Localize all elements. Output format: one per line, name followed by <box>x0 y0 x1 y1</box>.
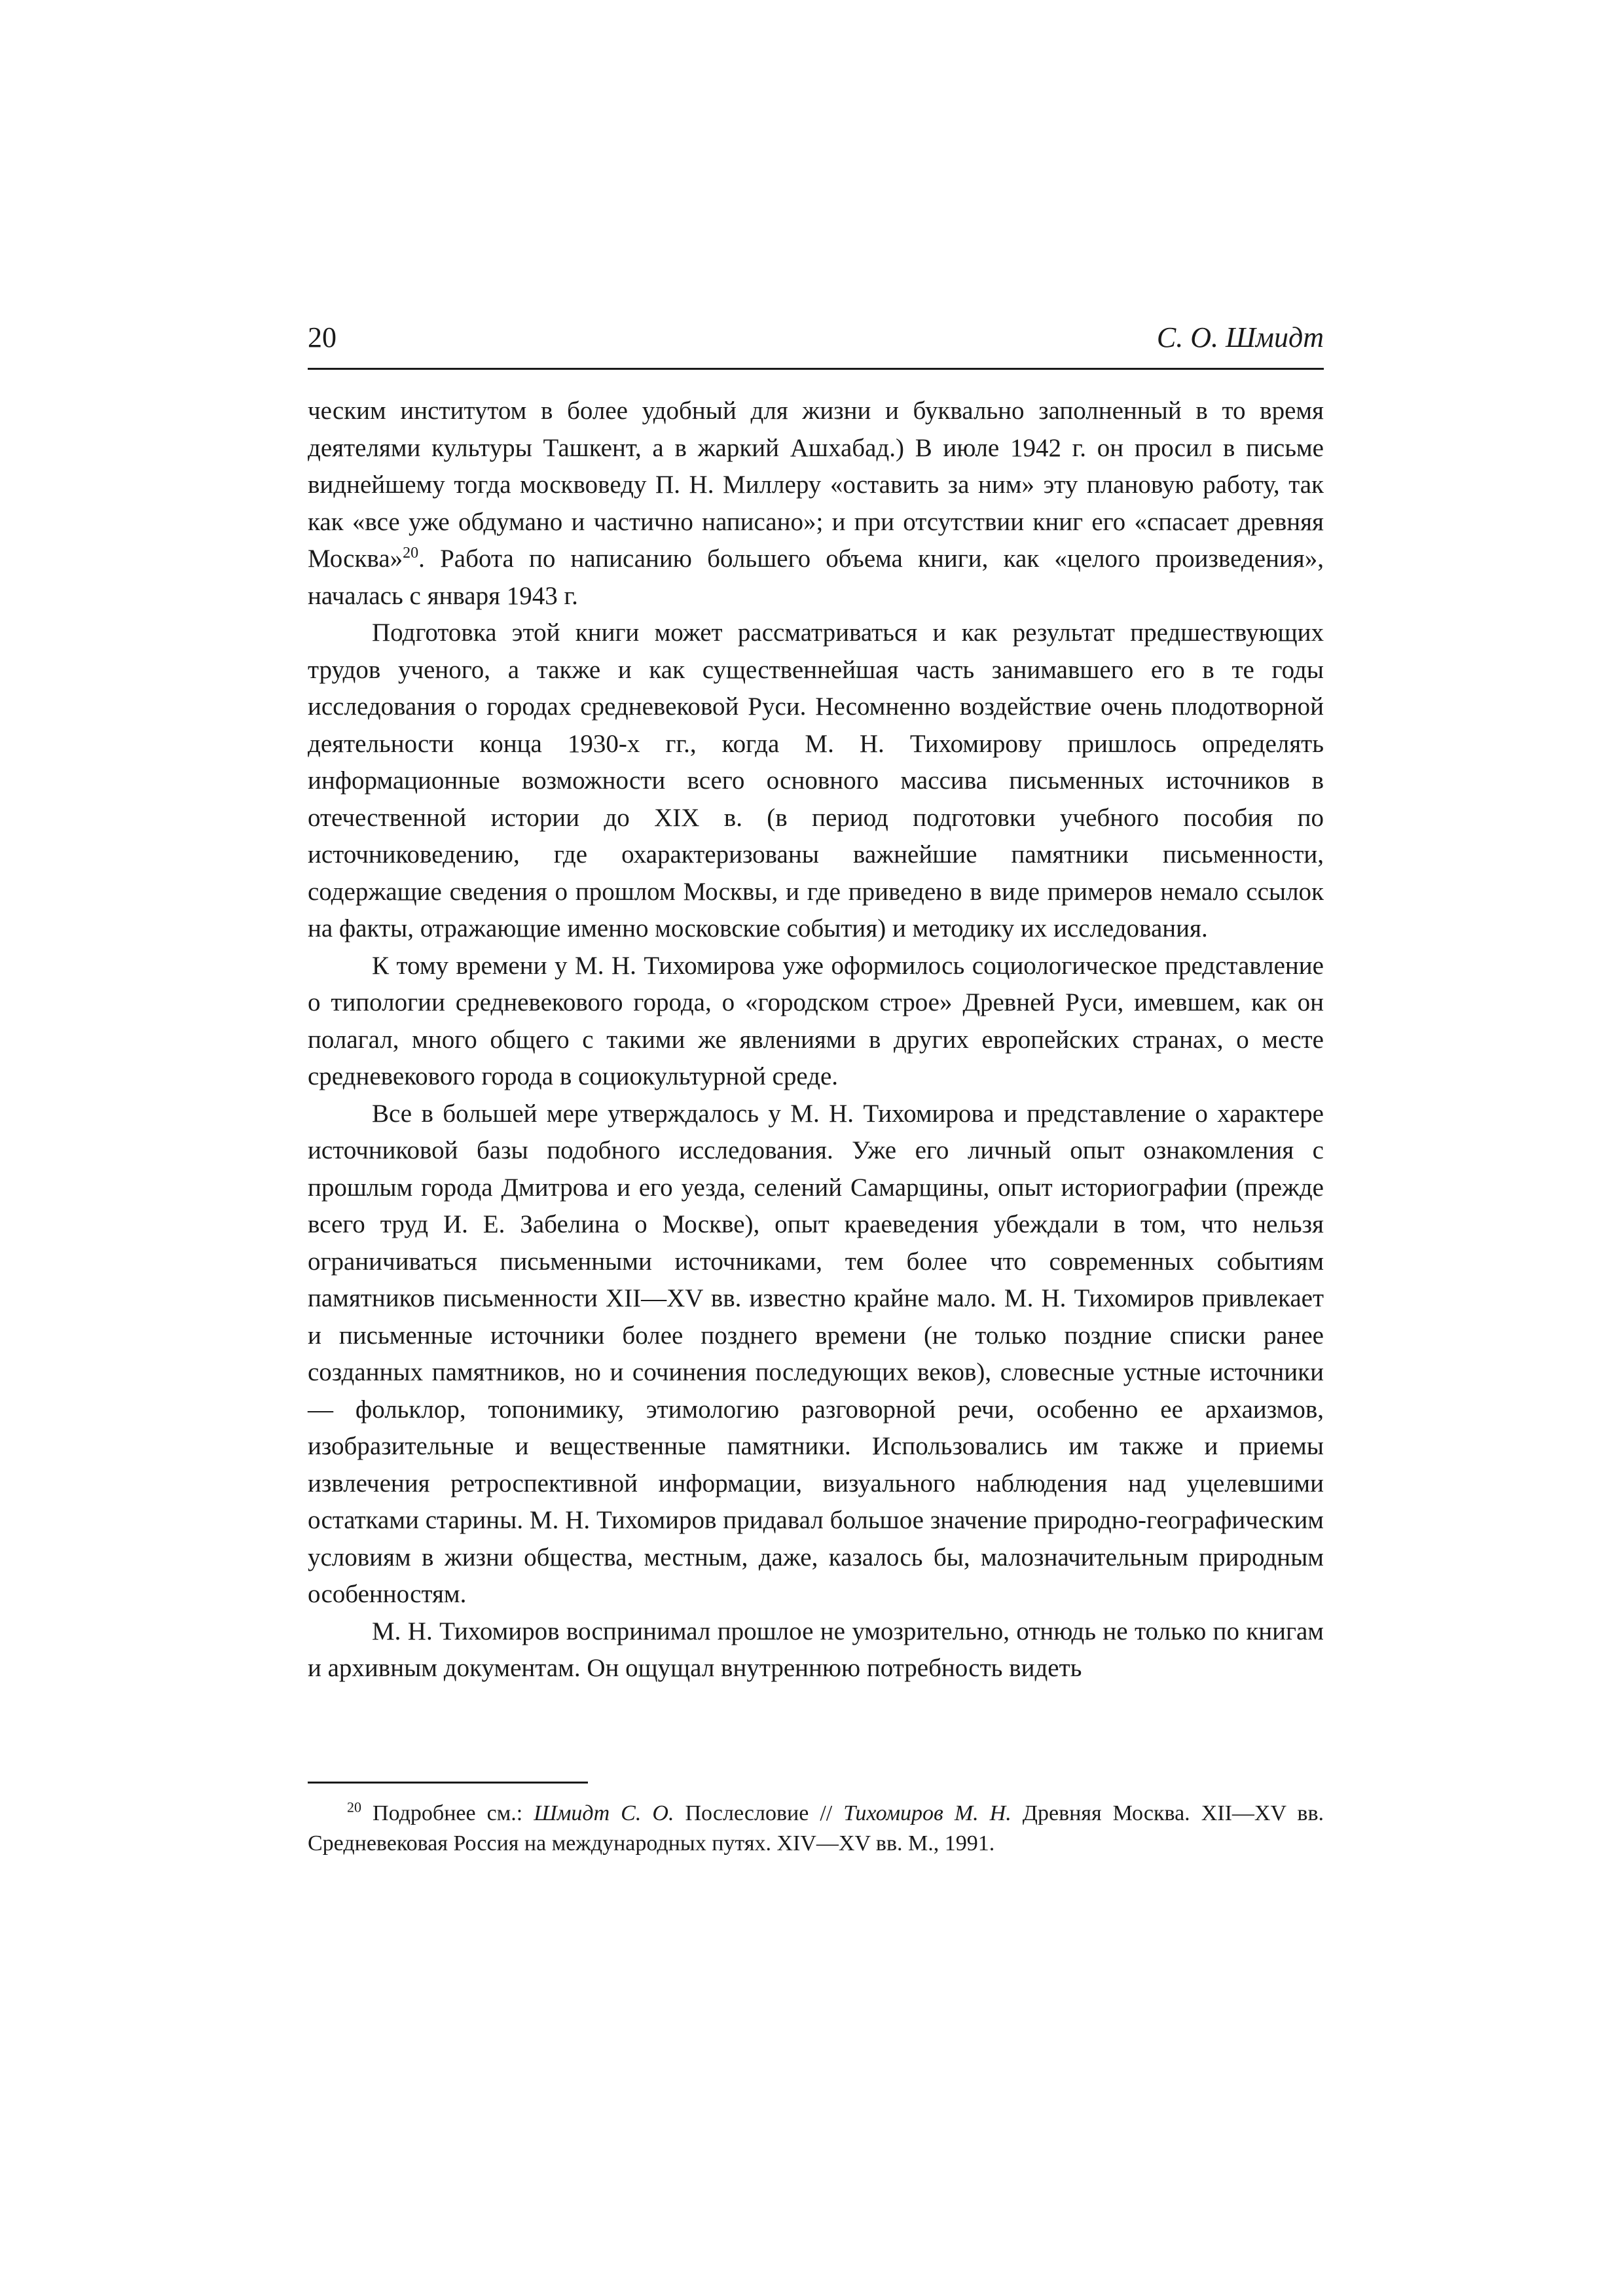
footnote-part-1: Послесловие // <box>685 1801 833 1825</box>
paragraph-1-text-a: ческим институтом в более удобный для жизни и буквально заполненный в то время деятелями культуры Ташкент, а в жаркий Ашхабад.) В июле 1942 г. он просил в письме виднейшему тогда москвоведу П. Н. Миллеру «оставить за ним» эту плановую работу, так как «все уже обдумано и частично написано»; и при отсутствии книг его «спасает древняя Москва» <box>308 397 1324 573</box>
footnote-author-2: Тихомиров М. Н. <box>843 1801 1012 1825</box>
footnote-author-1: Шмидт С. О. <box>534 1801 674 1825</box>
footnote-lead: Подробнее см.: <box>373 1801 523 1825</box>
footnote-reference[interactable]: 20 <box>403 545 419 562</box>
paragraph-1 <box>308 393 1324 615</box>
footnote-rule <box>308 1782 588 1784</box>
paragraph-2: Подготовка этой книги может рассматриваться и как результат предшествующих трудов ученого, а также и как существеннейшая часть занимавшего его в те годы исследования о городах средневековой Руси. Несомненно воздействие очень плодотворной деятельности конца 1930-х гг., когда М. Н. Тихомирову пришлось определять информационные возможности всего основного массива письменных источников в отечественной истории до XIX в. (в период подготовки учебного пособия по источниковедению, где охарактеризованы важнейшие памятники письменности, содержащие сведения о прошлом Москвы, и где приведено в виде примеров немало ссылок на факты, отражающие именно московские события) и методику их исследования. <box>308 619 1324 942</box>
footnote-number: 20 <box>347 1799 361 1816</box>
running-head: С. О. Шмидт <box>1156 321 1324 353</box>
paragraph-5: М. Н. Тихомиров воспринимал прошлое не умозрительно, отнюдь не только по книгам и архивным документам. Он ощущал внутреннюю потребность видеть <box>308 1617 1324 1682</box>
page-number: 20 <box>308 321 337 353</box>
paragraph-3: К тому времени у М. Н. Тихомирова уже оформилось социологическое представление о типологии средневекового города, о «городском строе» Древней Руси, имевшем, как он полагал, много общего с такими же явлениями в других европейских странах, о месте средневекового города в социокультурной среде. <box>308 951 1324 1090</box>
body-text <box>308 393 1324 1687</box>
footnote <box>308 1799 1324 1859</box>
footnote-part-2: Древняя Москва. XII—XV вв. Средневековая Россия на международных путях. XIV—XV вв. М., 1991. <box>308 1801 1324 1856</box>
paragraph-4: Все в большей мере утверждалось у М. Н. Тихомирова и представление о характере источниковой базы подобного исследования. Уже его личный опыт ознакомления с прошлым города Дмитрова и его уезда, селений Самарщины, опыт историографии (прежде всего труд И. Е. Забелина о Москве), опыт краеведения убеждали в том, что нельзя ограничиваться письменными источниками, тем более что современных событиям памятников письменности XII—XV вв. известно крайне мало. М. Н. Тихомиров привлекает и письменные источники более позднего времени (не только поздние списки ранее созданных памятников, но и сочинения последующих веков), словесные устные источники — фольклор, топонимику, этимологию разговорной речи, особенно ее архаизмов, изобразительные и вещественные памятники. Использовались им также и приемы извлечения ретроспективной информации, визуального наблюдения над уцелевшими остатками старины. М. Н. Тихомиров придавал большое значение природно-географическим условиям в жизни общества, местным, даже, казалось бы, малозначительным природным особенностям. <box>308 1099 1324 1608</box>
header-rule <box>308 368 1324 370</box>
page-header <box>308 313 1324 365</box>
paragraph-1-text-b: . Работа по написанию большего объема книги, как «целого произведения», началась с января 1943 г. <box>308 545 1324 610</box>
